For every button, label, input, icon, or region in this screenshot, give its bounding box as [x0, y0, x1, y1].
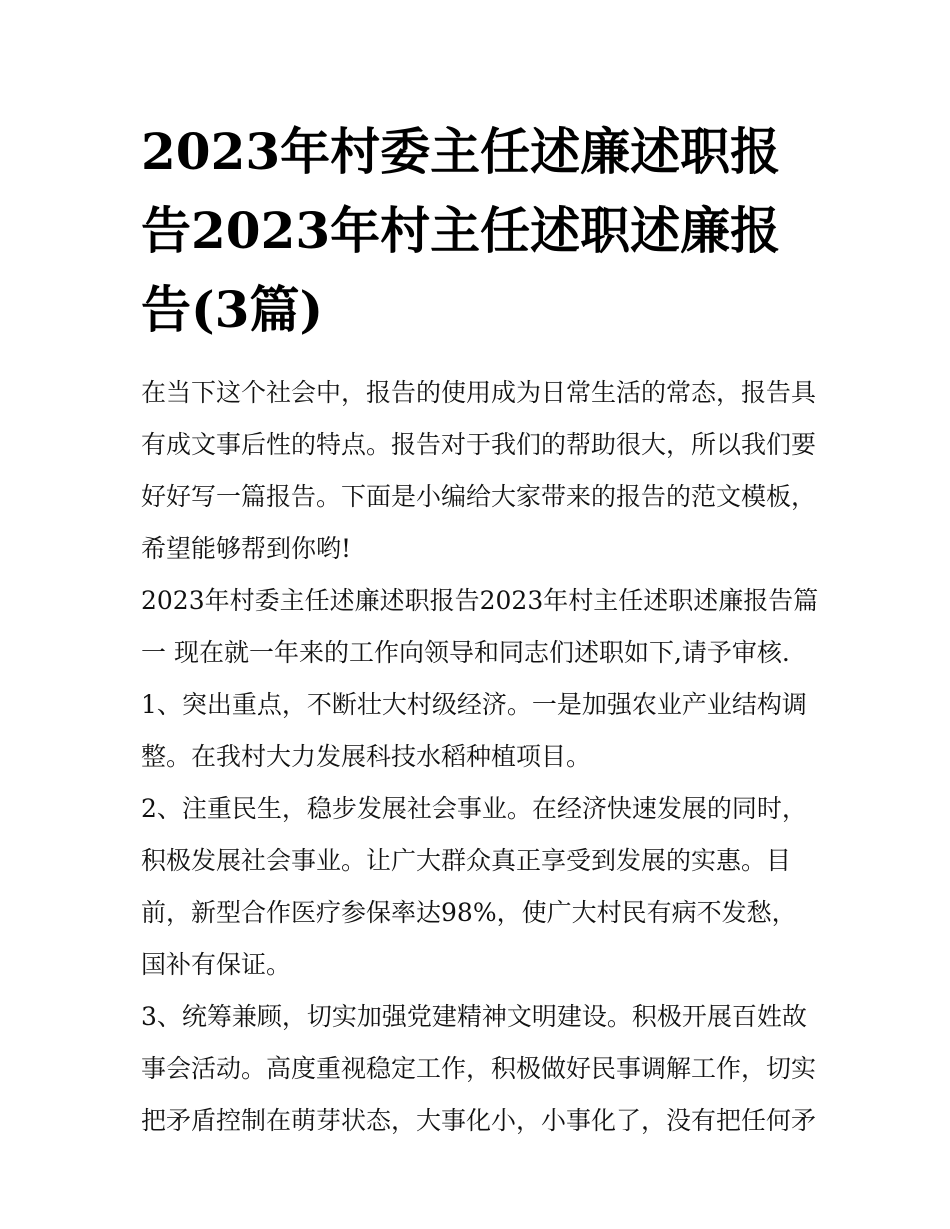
document-content — [141, 112, 821, 1147]
document-body — [141, 367, 821, 1147]
paragraph-point-3: 3、统筹兼顾，切实加强党建精神文明建设。积极开展百姓故事会活动。高度重视稳定工作，积极做好民事调解工作，切实把矛盾控制在萌芽状态，大事化小，小事化了，没有把任何矛 — [141, 1002, 817, 1135]
paragraph-point-2: 2、注重民生，稳步发展社会事业。在经济快速发展的同时，积极发展社会事业。让广大群众真正享受到发展的实惠。目前，新型合作医疗参保率达98%，使广大村民有病不发愁，国补有保证。 — [141, 794, 807, 979]
document-title: 2023年村委主任述廉述职报告2023年村主任述职述廉报告(3篇) — [141, 122, 781, 339]
paragraph-point-1: 1、突出重点，不断壮大村级经济。一是加强农业产业结构调整。在我村大力发展科技水稻种植项目。 — [141, 690, 807, 771]
paragraph-report-heading: 2023年村委主任述廉述职报告2023年村主任述职述廉报告篇一 现在就一年来的工作向领导和同志们述职如下,请予审核. — [141, 586, 819, 667]
paragraph-intro: 在当下这个社会中，报告的使用成为日常生活的常态，报告具有成文事后性的特点。报告对于我们的帮助很大，所以我们要好好写一篇报告。下面是小编给大家带来的报告的范文模板，希望能够帮到你哟! — [141, 378, 817, 563]
